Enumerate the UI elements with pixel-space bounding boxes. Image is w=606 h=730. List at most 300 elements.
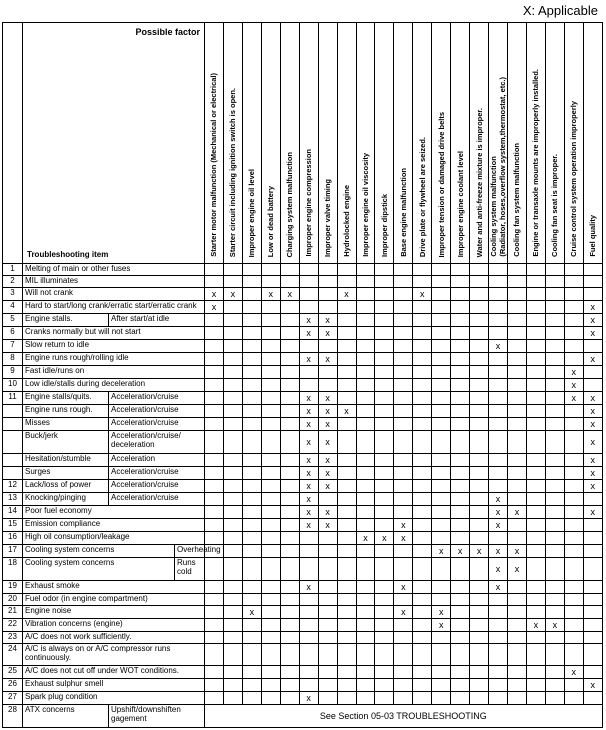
factor-cell [337,631,356,643]
applicable-mark: x [318,505,337,518]
factor-cell [261,326,280,339]
factor-cell [318,692,337,705]
factor-cell [261,519,280,532]
applicable-mark: x [564,666,583,679]
factor-cell [280,366,299,379]
factor-header [280,23,299,264]
factor-cell [242,479,261,492]
row-number: 18 [3,558,23,581]
row-number: 14 [3,505,23,518]
factor-cell [337,692,356,705]
applicable-mark: x [299,466,318,479]
applicable-mark: x [299,431,318,454]
factor-cell [451,431,470,454]
factor-cell [318,379,337,392]
factor-cell [261,418,280,431]
factor-cell [242,326,261,339]
factor-cell [564,418,583,431]
applicable-mark: x [564,379,583,392]
factor-cell [223,643,242,666]
factor-cell [242,532,261,545]
factor-cell [545,339,564,352]
factor-cell [280,392,299,405]
row-number [3,453,23,466]
item-name: Will not crank [23,287,205,300]
factor-cell [564,453,583,466]
factor-label: Cruise control system operation improperly [569,101,579,257]
factor-cell [356,545,375,558]
factor-cell [526,392,545,405]
factor-cell [223,545,242,558]
factor-cell [356,618,375,631]
factor-cell [242,666,261,679]
factor-cell [337,666,356,679]
factor-cell [564,287,583,300]
factor-cell [261,313,280,326]
table-row [3,366,603,379]
factor-cell [280,313,299,326]
factor-cell [394,339,413,352]
factor-cell [375,366,394,379]
factor-cell [413,326,432,339]
factor-cell [375,593,394,605]
factor-cell [337,466,356,479]
item-condition: Acceleration/cruise [109,479,205,492]
applicable-mark: x [583,453,602,466]
factor-cell [261,300,280,313]
factor-cell [375,339,394,352]
factor-cell [299,339,318,352]
factor-cell [451,352,470,365]
factor-cell [205,532,224,545]
factor-cell [223,631,242,643]
applicable-mark: x [583,352,602,365]
factor-cell [508,405,527,418]
factor-cell [242,466,261,479]
factor-cell [223,326,242,339]
table-row [3,692,603,705]
factor-cell [545,666,564,679]
row-number: 5 [3,313,23,326]
factor-cell [508,339,527,352]
table-row [3,466,603,479]
factor-cell [394,275,413,287]
factor-cell [583,339,602,352]
factor-cell [394,505,413,518]
factor-cell [489,631,508,643]
factor-cell [394,379,413,392]
factor-cell [545,287,564,300]
factor-cell [375,418,394,431]
factor-cell [356,264,375,276]
factor-label: Improper engine coolant level [455,150,465,257]
factor-cell [470,339,489,352]
factor-cell [299,631,318,643]
factor-cell [205,631,224,643]
factor-cell [223,479,242,492]
factor-cell [413,264,432,276]
factor-cell [261,532,280,545]
factor-cell [280,618,299,631]
applicable-mark: x [394,605,413,618]
factor-cell [545,679,564,692]
factor-cell [299,366,318,379]
factor-label: Hydrolocked engine [342,185,352,257]
factor-cell [299,643,318,666]
item-name: Surges [23,466,109,479]
item-name: Engine runs rough/rolling idle [23,352,205,365]
factor-cell [280,326,299,339]
factor-cell [375,405,394,418]
factor-cell [394,326,413,339]
table-row [3,519,603,532]
factor-cell [413,392,432,405]
factor-cell [470,287,489,300]
row-number: 27 [3,692,23,705]
factor-cell [451,558,470,581]
factor-cell [451,679,470,692]
factor-cell [526,313,545,326]
factor-cell [545,352,564,365]
factor-cell [205,593,224,605]
factor-cell [545,519,564,532]
factor-cell [508,692,527,705]
factor-cell [337,431,356,454]
factor-cell [470,326,489,339]
factor-cell [318,264,337,276]
factor-cell [394,466,413,479]
factor-cell [337,339,356,352]
factor-cell [318,666,337,679]
factor-cell [470,692,489,705]
factor-cell [451,492,470,505]
factor-cell [318,275,337,287]
applicable-mark: x [394,532,413,545]
factor-cell [205,339,224,352]
factor-cell [413,545,432,558]
factor-cell [337,313,356,326]
factor-cell [470,466,489,479]
factor-cell [451,631,470,643]
factor-cell [223,275,242,287]
factor-cell [545,379,564,392]
applicable-mark: x [318,466,337,479]
row-number: 20 [3,593,23,605]
factor-cell [545,605,564,618]
applicable-mark: x [489,519,508,532]
factor-cell [489,275,508,287]
see-section-note: See Section 05-03 TROUBLESHOOTING [205,705,603,728]
factor-cell [394,287,413,300]
factor-header [394,23,413,264]
factor-cell [375,466,394,479]
factor-cell [299,287,318,300]
factor-cell [242,275,261,287]
factor-cell [545,275,564,287]
factor-cell [432,505,451,518]
factor-label: Engine or transaxle mounts are improperly installed. [531,69,541,257]
applicable-mark: x [432,605,451,618]
factor-cell [394,453,413,466]
factor-cell [470,631,489,643]
factor-cell [583,379,602,392]
factor-cell [223,366,242,379]
factor-cell [470,264,489,276]
applicable-mark: x [299,692,318,705]
factor-cell [526,352,545,365]
factor-cell [261,618,280,631]
factor-cell [356,605,375,618]
factor-cell [489,532,508,545]
item-name: Engine stalls. [23,313,109,326]
factor-cell [394,300,413,313]
factor-cell [394,405,413,418]
factor-cell [564,300,583,313]
factor-cell [223,339,242,352]
factor-cell [280,605,299,618]
factor-header [299,23,318,264]
factor-cell [375,287,394,300]
applicable-mark: x [583,679,602,692]
applicable-mark: x [526,618,545,631]
table-row [3,313,603,326]
factor-cell [261,505,280,518]
factor-cell [394,313,413,326]
item-name: Engine runs rough. [23,405,109,418]
factor-cell [280,666,299,679]
row-number: 1 [3,264,23,276]
factor-cell [337,366,356,379]
table-row [3,264,603,276]
table-row [3,679,603,692]
applicable-mark: x [299,479,318,492]
applicable-mark: x [299,492,318,505]
factor-cell [205,479,224,492]
applicable-mark: x [508,505,527,518]
table-row [3,379,603,392]
factor-cell [489,431,508,454]
applicable-mark: x [299,326,318,339]
factor-cell [489,679,508,692]
factor-cell [394,558,413,581]
factor-cell [526,326,545,339]
factor-cell [280,679,299,692]
factor-cell [299,666,318,679]
factor-cell [261,692,280,705]
factor-cell [508,679,527,692]
factor-cell [356,505,375,518]
factor-cell [394,666,413,679]
factor-cell [451,479,470,492]
row-number: 13 [3,492,23,505]
factor-cell [489,453,508,466]
factor-cell [242,593,261,605]
factor-cell [223,679,242,692]
factor-cell [299,593,318,605]
header-row [3,23,603,264]
factor-cell [545,558,564,581]
factor-cell [545,405,564,418]
factor-cell [242,405,261,418]
factor-cell [375,352,394,365]
applicable-mark: x [318,418,337,431]
factor-cell [583,492,602,505]
applicable-mark: x [205,287,224,300]
factor-cell [337,505,356,518]
factor-header [489,23,508,264]
factor-cell [242,631,261,643]
factor-cell [583,593,602,605]
row-number: 19 [3,580,23,593]
factor-cell [280,453,299,466]
item-condition: Acceleration/cruise [109,418,205,431]
table-row [3,593,603,605]
factor-cell [242,519,261,532]
factor-cell [451,593,470,605]
factor-cell [564,492,583,505]
factor-cell [413,275,432,287]
applicable-mark: x [318,326,337,339]
factor-cell [394,679,413,692]
factor-cell [564,326,583,339]
factor-cell [375,643,394,666]
factor-cell [280,505,299,518]
factor-label: Drive plate or flywheel are seized. [417,136,427,257]
row-number: 10 [3,379,23,392]
factor-cell [470,431,489,454]
factor-label: Cooling fan seat is improper. [550,154,560,257]
factor-cell [489,618,508,631]
applicable-mark: x [451,545,470,558]
factor-cell [261,339,280,352]
factor-cell [413,352,432,365]
factor-cell [583,692,602,705]
factor-cell [564,679,583,692]
row-number: 6 [3,326,23,339]
factor-cell [564,618,583,631]
factor-cell [261,352,280,365]
factor-cell [432,300,451,313]
factor-cell [451,300,470,313]
factor-cell [318,339,337,352]
applicable-mark: x [489,580,508,593]
factor-cell [318,593,337,605]
item-condition: Acceleration/cruise [109,405,205,418]
factor-cell [451,392,470,405]
factor-label: Charging system malfunction [285,151,295,257]
applicable-mark: x [205,300,224,313]
factor-cell [223,392,242,405]
factor-cell [205,519,224,532]
factor-cell [564,466,583,479]
factor-cell [583,605,602,618]
factor-cell [356,453,375,466]
factor-cell [223,418,242,431]
factor-cell [545,366,564,379]
item-name: A/C does not cut off under WOT conditions. [23,666,205,679]
factor-cell [508,666,527,679]
factor-cell [394,418,413,431]
factor-cell [299,379,318,392]
factor-cell [413,643,432,666]
factor-cell [299,558,318,581]
factor-cell [470,300,489,313]
factor-header [583,23,602,264]
factor-cell [337,593,356,605]
factor-cell [470,313,489,326]
factor-cell [526,643,545,666]
factor-cell [394,545,413,558]
factor-cell [394,692,413,705]
factor-cell [242,679,261,692]
factor-cell [451,339,470,352]
factor-cell [413,379,432,392]
factor-cell [451,313,470,326]
row-number [3,466,23,479]
row-number: 12 [3,479,23,492]
factor-cell [280,643,299,666]
factor-cell [242,418,261,431]
factor-cell [545,453,564,466]
factor-cell [223,379,242,392]
factor-cell [375,300,394,313]
item-name: A/C does not work sufficiently. [23,631,205,643]
factor-cell [470,492,489,505]
factor-cell [545,326,564,339]
factor-cell [299,605,318,618]
applicable-mark: x [508,558,527,581]
table-row [3,492,603,505]
factor-cell [337,558,356,581]
factor-cell [451,453,470,466]
factor-cell [526,593,545,605]
factor-cell [508,643,527,666]
table-row [3,453,603,466]
factor-cell [470,352,489,365]
item-name: Lack/loss of power [23,479,109,492]
factor-cell [280,692,299,705]
applicable-mark: x [394,580,413,593]
factor-cell [489,379,508,392]
factor-cell [318,545,337,558]
factor-cell [356,558,375,581]
factor-cell [508,479,527,492]
applicable-mark: x [489,558,508,581]
factor-cell [375,431,394,454]
factor-cell [299,618,318,631]
factor-cell [205,275,224,287]
item-name: Slow return to idle [23,339,205,352]
factor-cell [489,643,508,666]
factor-cell [205,692,224,705]
applicable-mark: x [318,431,337,454]
table-row [3,580,603,593]
factor-cell [526,631,545,643]
factor-cell [375,679,394,692]
troubleshooting-item-label: Troubleshooting item [27,250,109,259]
factor-cell [564,532,583,545]
item-name: Low idle/stalls during deceleration [23,379,205,392]
factor-cell [356,352,375,365]
factor-cell [545,431,564,454]
factor-cell [356,643,375,666]
factor-cell [489,692,508,705]
factor-cell [394,479,413,492]
applicable-mark: x [583,326,602,339]
factor-cell [318,631,337,643]
factor-cell [451,532,470,545]
table-row [3,287,603,300]
